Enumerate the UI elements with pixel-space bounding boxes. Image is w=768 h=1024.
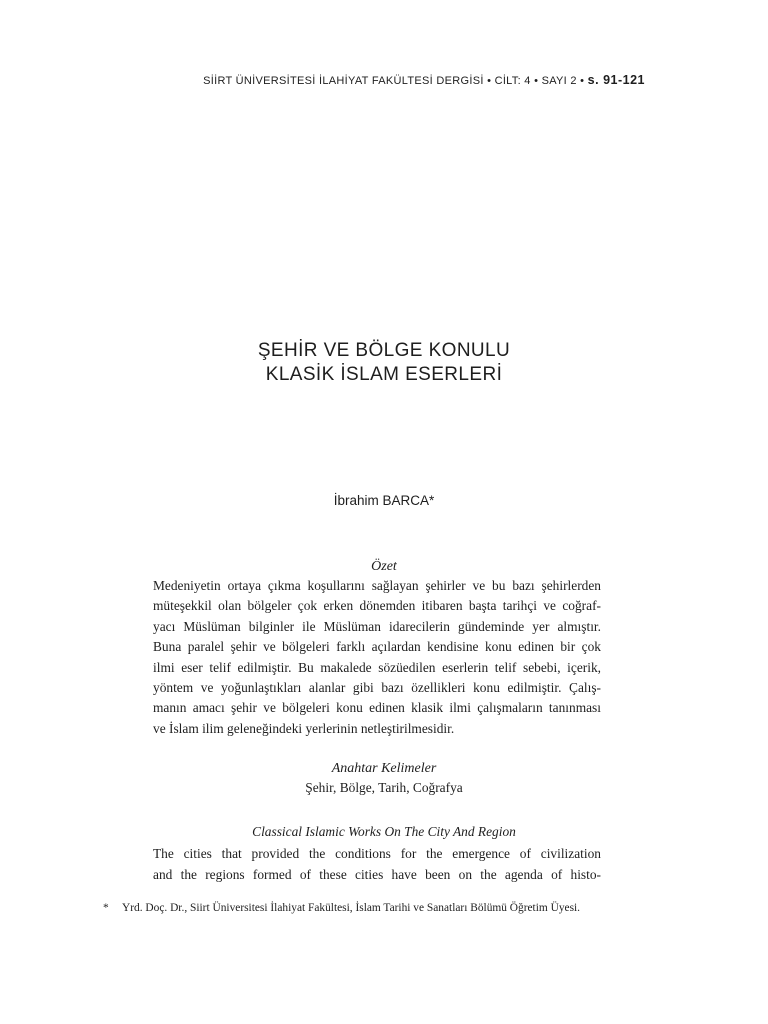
abstract-body [153,576,601,739]
abstract-line: yöntem ve yoğunlaştıkları alanlar gibi bazı özellikleri konu edilmiştir. Çalış- [153,679,601,695]
english-abstract-line: and the regions formed of these cities have been on the agenda of histo- [153,867,601,882]
abstract-line: ilmi eser telif edilmiştir. Bu makalede sözüedilen eserlerin telif sebebi, içerik, [153,659,601,675]
abstract-line: müteşekkil olan bölgeler çok erken dönemden itibaren başta tarihçi ve coğraf- [153,598,601,614]
footnote-text: Yrd. Doç. Dr., Siirt Üniversitesi İlahiyat Fakültesi, İslam Tarihi ve Sanatları Bölümü Öğretim Üyesi. [122,902,581,914]
abstract-line: manın amacı şehir ve bölgeleri konu edinen klasik ilmi çalışmaların tanınması [153,700,601,716]
article-title [0,339,768,387]
footnote-mark: * [103,902,109,914]
abstract-line: yacı Müslüman bilginler ile Müslüman idarecilerin gündeminde yer almıştır. [153,618,601,634]
keywords-heading: Anahtar Kelimeler [331,761,437,776]
title-line-2: KLASİK İSLAM ESERLERİ [265,364,503,385]
english-title: Classical Islamic Works On The City And Region [252,824,516,839]
abstract-line: Medeniyetin ortaya çıkma koşullarını sağlayan şehirler ve bu bazı şehirlerden [153,578,601,593]
abstract-heading: Özet [371,559,397,574]
keywords-list: Şehir, Bölge, Tarih, Coğrafya [305,780,463,795]
abstract-line: Buna paralel şehir ve bölgeleri farklı açılardan kendisine konu edinen bir çok [153,639,601,655]
author-name: İbrahim BARCA* [333,493,435,508]
running-header [0,73,645,87]
journal-name: SİİRT ÜNİVERSİTESİ İLAHİYAT FAKÜLTESİ DERGİSİ • CİLT: 4 • SAYI 2 • [203,75,585,87]
title-line-1: ŞEHİR VE BÖLGE KONULU [257,340,511,361]
abstract-line: ve İslam ilim geleneğindeki yerlerinin netleştirilmesidir. [153,720,455,736]
english-abstract [153,843,601,885]
english-abstract-line: The cities that provided the conditions for the emergence of civilization [153,846,601,861]
page-range: s. 91-121 [587,73,645,87]
